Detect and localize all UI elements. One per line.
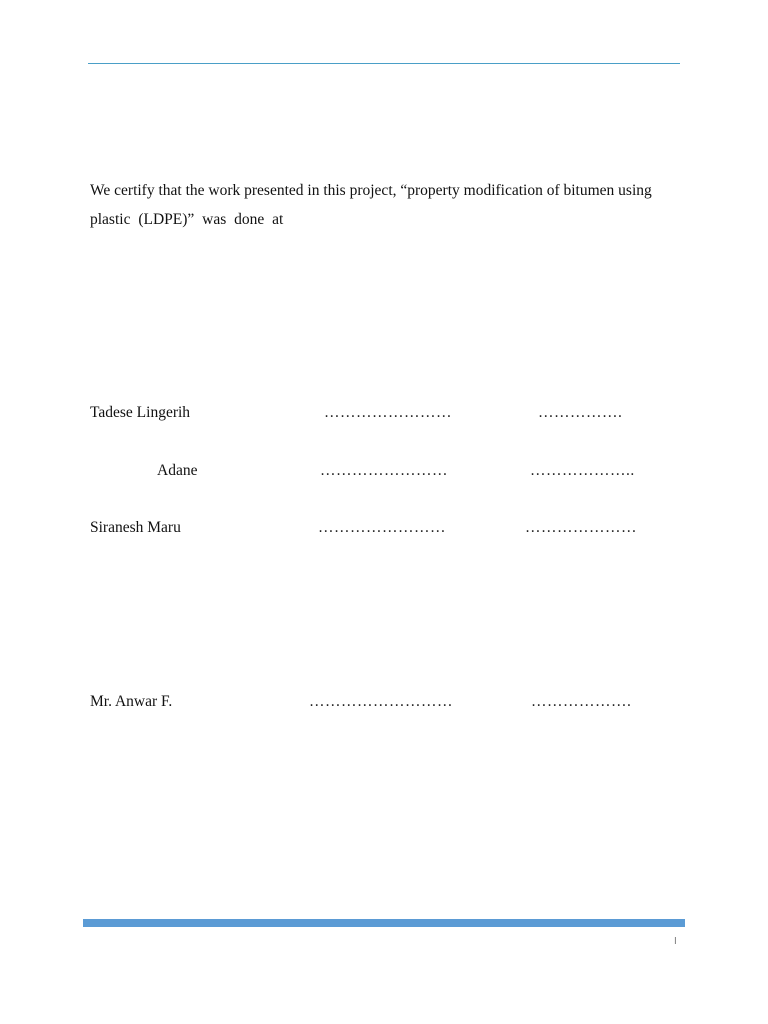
signatory-row xyxy=(0,401,768,425)
signature-line: …………………… xyxy=(324,404,452,421)
date-line: ……………….. xyxy=(530,462,635,479)
advisor-signature-line: ……………………… xyxy=(309,693,453,710)
signature-line: …………………… xyxy=(320,462,448,479)
signatory-row xyxy=(0,516,768,540)
advisor-date-line: ………………. xyxy=(531,693,632,710)
footer-bar xyxy=(83,919,685,927)
signature-line: …………………… xyxy=(318,519,446,536)
date-line: ……………. xyxy=(538,404,623,421)
advisor-name: Mr. Anwar F. xyxy=(90,693,173,710)
statement-line-2: plastic (LDPE)” was done at xyxy=(90,211,284,228)
date-line: ………………… xyxy=(525,519,637,536)
statement-line-1: We certify that the work presented in this project, “property modification of bitumen using xyxy=(90,182,652,199)
signatory-name: Adane xyxy=(157,462,198,479)
certification-statement xyxy=(90,176,660,234)
signatory-row xyxy=(0,459,768,483)
signatory-name: Siranesh Maru xyxy=(90,519,181,536)
advisor-row xyxy=(0,690,768,714)
header-rule xyxy=(88,63,680,64)
signatory-name: Tadese Lingerih xyxy=(90,404,191,421)
page-number: I xyxy=(674,936,677,947)
